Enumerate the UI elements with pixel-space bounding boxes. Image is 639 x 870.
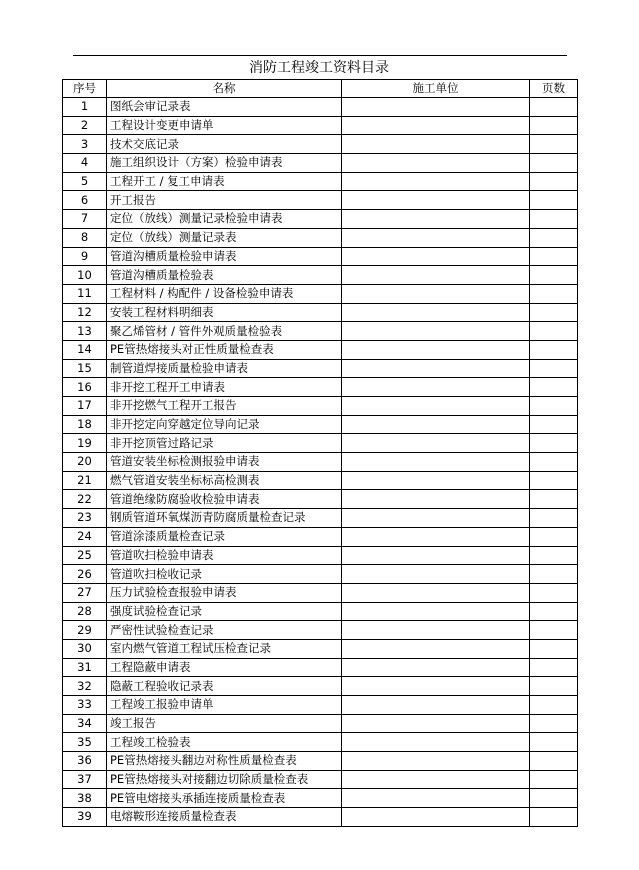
table-row: [63, 621, 578, 640]
construction-unit-cell: [342, 677, 530, 696]
document-name-cell: 定位（放线）测量记录检验申请表: [107, 210, 342, 229]
catalog-table: [62, 79, 578, 827]
page-count-cell: [530, 658, 578, 677]
table-row: [63, 378, 578, 397]
row-number-cell: 18: [63, 415, 107, 434]
row-number-cell: 19: [63, 434, 107, 453]
document-name-cell: 技术交底记录: [107, 135, 342, 154]
document-name-cell: 电熔鞍形连接质量检查表: [107, 808, 342, 827]
row-number-cell: 37: [63, 770, 107, 789]
table-row: [63, 247, 578, 266]
table-row: [63, 509, 578, 528]
construction-unit-cell: [342, 434, 530, 453]
document-name-cell: 管道沟槽质量检验表: [107, 266, 342, 285]
table-row: [63, 303, 578, 322]
row-number-cell: 10: [63, 266, 107, 285]
row-number-cell: 36: [63, 752, 107, 771]
table-row: [63, 98, 578, 117]
construction-unit-cell: [342, 397, 530, 416]
table-row: [63, 340, 578, 359]
row-number-cell: 27: [63, 583, 107, 602]
document-name-cell: 开工报告: [107, 191, 342, 210]
document-name-cell: 管道涂漆质量检查记录: [107, 527, 342, 546]
table-row: [63, 154, 578, 173]
document-name-cell: PE管热熔接头对接翻边切除质量检查表: [107, 770, 342, 789]
row-number-cell: 39: [63, 808, 107, 827]
table-row: [63, 583, 578, 602]
document-name-cell: 竣工报告: [107, 714, 342, 733]
table-row: [63, 733, 578, 752]
document-name-cell: PE管电熔接头承插连接质量检查表: [107, 789, 342, 808]
page-count-cell: [530, 359, 578, 378]
row-number-cell: 14: [63, 340, 107, 359]
table-row: [63, 602, 578, 621]
document-name-cell: 非开挖燃气工程开工报告: [107, 397, 342, 416]
row-number-cell: 11: [63, 284, 107, 303]
row-number-cell: 9: [63, 247, 107, 266]
construction-unit-cell: [342, 658, 530, 677]
table-row: [63, 527, 578, 546]
document-name-cell: 安装工程材料明细表: [107, 303, 342, 322]
row-number-cell: 20: [63, 453, 107, 472]
construction-unit-cell: [342, 284, 530, 303]
page-count-cell: [530, 98, 578, 117]
document-name-cell: PE管热熔接头翻边对称性质量检查表: [107, 752, 342, 771]
construction-unit-cell: [342, 98, 530, 117]
row-number-cell: 5: [63, 172, 107, 191]
construction-unit-cell: [342, 565, 530, 584]
construction-unit-cell: [342, 266, 530, 285]
page-count-cell: [530, 583, 578, 602]
document-name-cell: 管道沟槽质量检验申请表: [107, 247, 342, 266]
row-number-cell: 22: [63, 490, 107, 509]
construction-unit-cell: [342, 733, 530, 752]
construction-unit-cell: [342, 191, 530, 210]
row-number-cell: 13: [63, 322, 107, 341]
construction-unit-cell: [342, 172, 530, 191]
row-number-cell: 8: [63, 228, 107, 247]
page-count-cell: [530, 527, 578, 546]
row-number-cell: 30: [63, 639, 107, 658]
page-count-cell: [530, 191, 578, 210]
document-name-cell: 图纸会审记录表: [107, 98, 342, 117]
page-count-cell: [530, 808, 578, 827]
column-header-name: 名称: [107, 80, 342, 98]
row-number-cell: 21: [63, 471, 107, 490]
row-number-cell: 16: [63, 378, 107, 397]
row-number-cell: 34: [63, 714, 107, 733]
construction-unit-cell: [342, 359, 530, 378]
table-row: [63, 191, 578, 210]
construction-unit-cell: [342, 770, 530, 789]
row-number-cell: 24: [63, 527, 107, 546]
construction-unit-cell: [342, 490, 530, 509]
document-name-cell: 管道安装坐标检测报验申请表: [107, 453, 342, 472]
document-name-cell: 强度试验检查记录: [107, 602, 342, 621]
construction-unit-cell: [342, 322, 530, 341]
document-name-cell: 压力试验检查报验申请表: [107, 583, 342, 602]
construction-unit-cell: [342, 546, 530, 565]
row-number-cell: 33: [63, 696, 107, 715]
row-number-cell: 15: [63, 359, 107, 378]
table-row: [63, 770, 578, 789]
page-count-cell: [530, 266, 578, 285]
page-count-cell: [530, 789, 578, 808]
page-count-cell: [530, 228, 578, 247]
column-header-no: 序号: [63, 80, 107, 98]
table-row: [63, 266, 578, 285]
document-name-cell: 工程设计变更申请单: [107, 116, 342, 135]
table-row: [63, 210, 578, 229]
document-name-cell: 施工组织设计（方案）检验申请表: [107, 154, 342, 173]
row-number-cell: 28: [63, 602, 107, 621]
page-count-cell: [530, 397, 578, 416]
page-count-cell: [530, 639, 578, 658]
page-count-cell: [530, 471, 578, 490]
construction-unit-cell: [342, 789, 530, 808]
page-count-cell: [530, 546, 578, 565]
document-title: 消防工程竣工资料目录: [249, 60, 389, 76]
document-name-cell: 非开挖顶管过路记录: [107, 434, 342, 453]
document-name-cell: 非开挖工程开工申请表: [107, 378, 342, 397]
page-count-cell: [530, 602, 578, 621]
column-header-pages: 页数: [530, 80, 578, 98]
page-count-cell: [530, 135, 578, 154]
page-count-cell: [530, 415, 578, 434]
document-name-cell: 制管道焊接质量检验申请表: [107, 359, 342, 378]
table-row: [63, 284, 578, 303]
table-row: [63, 658, 578, 677]
row-number-cell: 25: [63, 546, 107, 565]
construction-unit-cell: [342, 471, 530, 490]
page-count-cell: [530, 303, 578, 322]
page-count-cell: [530, 752, 578, 771]
construction-unit-cell: [342, 378, 530, 397]
construction-unit-cell: [342, 135, 530, 154]
table-row: [63, 172, 578, 191]
construction-unit-cell: [342, 583, 530, 602]
page-count-cell: [530, 116, 578, 135]
table-row: [63, 752, 578, 771]
construction-unit-cell: [342, 210, 530, 229]
document-name-cell: 工程竣工报验申请单: [107, 696, 342, 715]
table-row: [63, 434, 578, 453]
construction-unit-cell: [342, 154, 530, 173]
table-row: [63, 546, 578, 565]
table-row: [63, 359, 578, 378]
page-count-cell: [530, 434, 578, 453]
table-row: [63, 228, 578, 247]
row-number-cell: 4: [63, 154, 107, 173]
page-count-cell: [530, 154, 578, 173]
page-count-cell: [530, 172, 578, 191]
row-number-cell: 35: [63, 733, 107, 752]
page-count-cell: [530, 340, 578, 359]
page-count-cell: [530, 565, 578, 584]
row-number-cell: 2: [63, 116, 107, 135]
table-row: [63, 677, 578, 696]
document-name-cell: 工程开工 / 复工申请表: [107, 172, 342, 191]
construction-unit-cell: [342, 714, 530, 733]
page-count-cell: [530, 453, 578, 472]
document-name-cell: 钢质管道环氧煤沥青防腐质量检查记录: [107, 509, 342, 528]
row-number-cell: 7: [63, 210, 107, 229]
page-count-cell: [530, 770, 578, 789]
row-number-cell: 12: [63, 303, 107, 322]
page-count-cell: [530, 247, 578, 266]
row-number-cell: 3: [63, 135, 107, 154]
page-count-cell: [530, 696, 578, 715]
document-name-cell: 管道吹扫检收记录: [107, 565, 342, 584]
table-row: [63, 639, 578, 658]
construction-unit-cell: [342, 303, 530, 322]
table-header-row: [63, 80, 578, 98]
construction-unit-cell: [342, 621, 530, 640]
table-row: [63, 696, 578, 715]
construction-unit-cell: [342, 116, 530, 135]
table-body: [63, 98, 578, 827]
page-count-cell: [530, 490, 578, 509]
document-name-cell: 聚乙烯管材 / 管件外观质量检验表: [107, 322, 342, 341]
construction-unit-cell: [342, 453, 530, 472]
table-row: [63, 397, 578, 416]
document-name-cell: 非开挖定向穿越定位导向记录: [107, 415, 342, 434]
document-name-cell: PE管热熔接头对正性质量检查表: [107, 340, 342, 359]
row-number-cell: 1: [63, 98, 107, 117]
construction-unit-cell: [342, 808, 530, 827]
page-count-cell: [530, 509, 578, 528]
construction-unit-cell: [342, 228, 530, 247]
row-number-cell: 32: [63, 677, 107, 696]
document-name-cell: 工程隐蔽申请表: [107, 658, 342, 677]
table-row: [63, 490, 578, 509]
row-number-cell: 26: [63, 565, 107, 584]
document-name-cell: 燃气管道安装坐标标高检测表: [107, 471, 342, 490]
construction-unit-cell: [342, 527, 530, 546]
header-rule: [73, 55, 567, 56]
document-name-cell: 管道吹扫检验申请表: [107, 546, 342, 565]
construction-unit-cell: [342, 247, 530, 266]
page-count-cell: [530, 733, 578, 752]
page-count-cell: [530, 322, 578, 341]
table-row: [63, 453, 578, 472]
construction-unit-cell: [342, 696, 530, 715]
construction-unit-cell: [342, 602, 530, 621]
row-number-cell: 31: [63, 658, 107, 677]
page-count-cell: [530, 714, 578, 733]
table-row: [63, 808, 578, 827]
table-row: [63, 415, 578, 434]
construction-unit-cell: [342, 509, 530, 528]
column-header-unit: 施工单位: [342, 80, 530, 98]
page-count-cell: [530, 284, 578, 303]
table-row: [63, 789, 578, 808]
construction-unit-cell: [342, 340, 530, 359]
document-name-cell: 严密性试验检查记录: [107, 621, 342, 640]
document-name-cell: 定位（放线）测量记录表: [107, 228, 342, 247]
document-name-cell: 工程材料 / 构配件 / 设备检验申请表: [107, 284, 342, 303]
page-count-cell: [530, 677, 578, 696]
page-count-cell: [530, 378, 578, 397]
construction-unit-cell: [342, 639, 530, 658]
row-number-cell: 23: [63, 509, 107, 528]
row-number-cell: 29: [63, 621, 107, 640]
document-name-cell: 室内燃气管道工程试压检查记录: [107, 639, 342, 658]
page-count-cell: [530, 210, 578, 229]
table-row: [63, 714, 578, 733]
construction-unit-cell: [342, 415, 530, 434]
row-number-cell: 17: [63, 397, 107, 416]
document-name-cell: 管道绝缘防腐验收检验申请表: [107, 490, 342, 509]
table-row: [63, 565, 578, 584]
table-row: [63, 135, 578, 154]
construction-unit-cell: [342, 752, 530, 771]
table-row: [63, 471, 578, 490]
document-name-cell: 工程竣工检验表: [107, 733, 342, 752]
row-number-cell: 38: [63, 789, 107, 808]
table-row: [63, 322, 578, 341]
table-row: [63, 116, 578, 135]
document-name-cell: 隐蔽工程验收记录表: [107, 677, 342, 696]
row-number-cell: 6: [63, 191, 107, 210]
page-count-cell: [530, 621, 578, 640]
